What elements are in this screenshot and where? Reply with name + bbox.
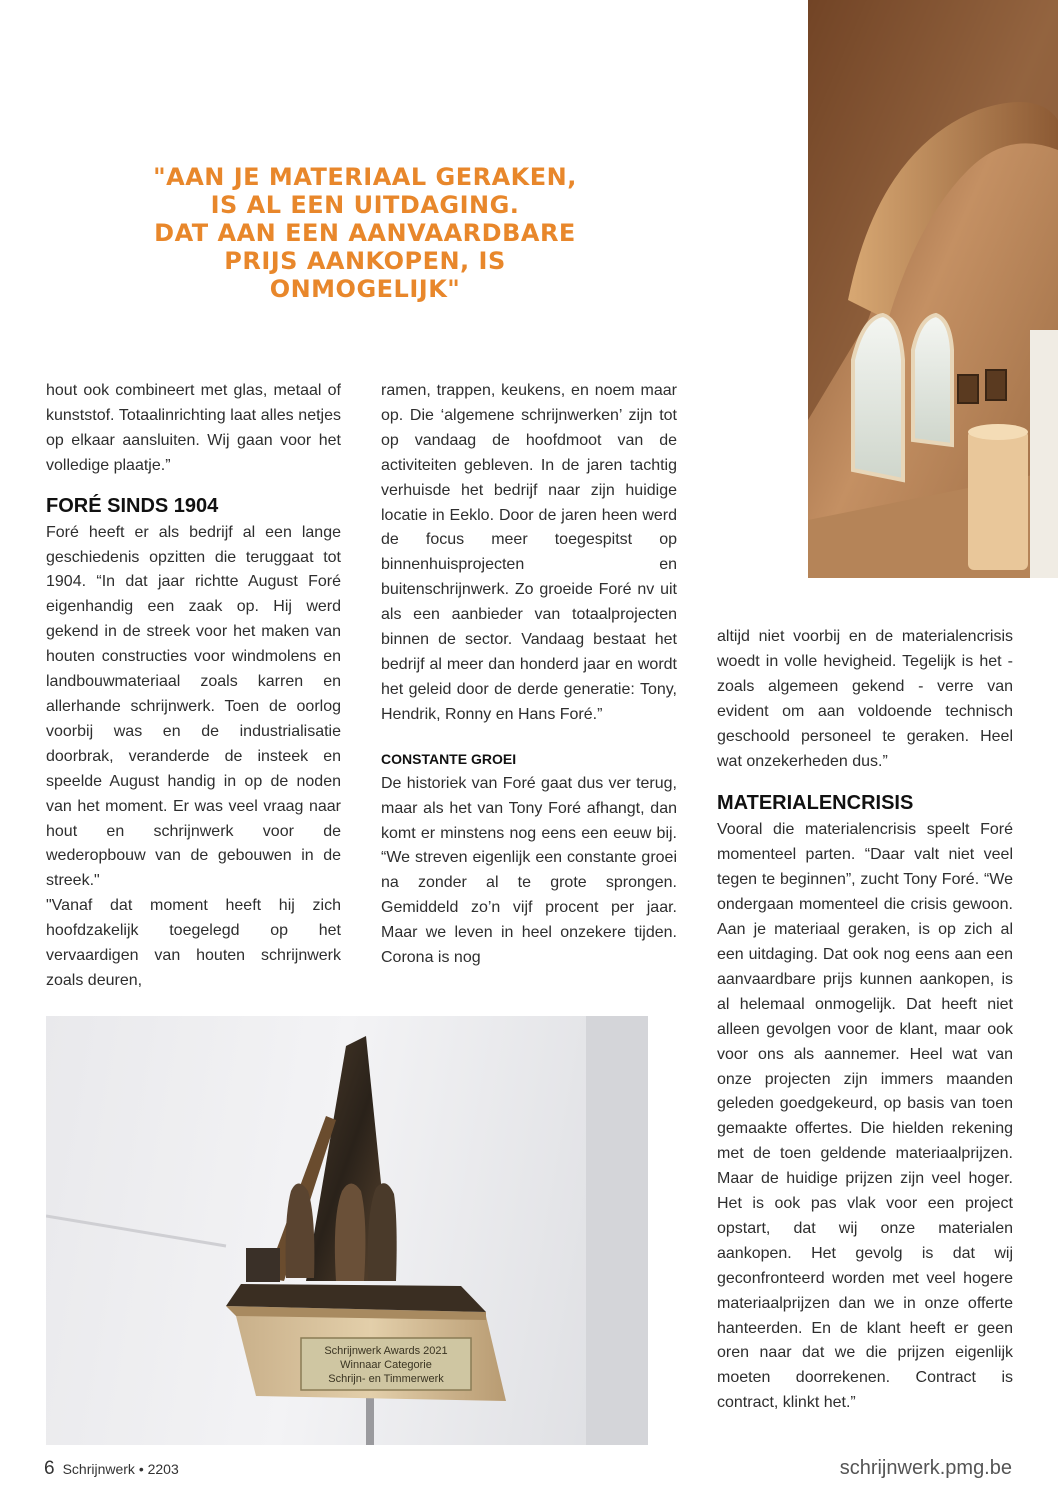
paragraph: hout ook combineert met glas, metaal of kunststof. Totaalinrichting laat alles netjes op elkaar aansluiten. Wij gaan voor het volledige plaatje.” [46,382,341,474]
section-heading: FORÉ SINDS 1904 [46,494,219,517]
page-footer-left [44,1458,179,1480]
paragraph: Foré heeft er als bedrijf al een lange geschiedenis opzitten die teruggaat tot 1904. “In dat jaar richtte August Foré eigenhandig een zaak op. Hij werd gekend in de streek voor het maken van houten constructies voor windmolens en landbouwmateriaal zoals karren en allerhande schrijnwerk. Toen de oorlog voorbij was en de industrialisatie doorbrak, veranderde de insteek en speelde August handig in op de noden van het moment. Er was veel vraag naar hout en schrijnwerk voor de wederopbouw van de gebouwen in de streek." [46,523,341,890]
pull-quote-line: ONMOGELIJK" [269,275,461,303]
paragraph: ramen, trappen, keukens, en noem maar op. Die ‘algemene schrijnwerken’ zijn tot op vandaag de hoofdmoot van de activiteiten gebleven. In de jaren tachtig verhuisde het bedrijf naar zijn huidige locatie in Eeklo. Door de jaren heen werd de focus meer toegespitst op binnenhuisprojecten en buitenschrijnwerk. Zo groeide Foré nv uit als een aanbieder van totaalprojecten binnen de sector. Vandaag bestaat het bedrijf al meer dan honderd jaar en wordt het geleid door de derde generatie: Tony, Hendrik, Ronny en Hans Foré.” [381,382,677,723]
trophy-photo [46,1016,648,1445]
paragraph: Vooral die materialencrisis speelt Foré momenteel parten. “Daar valt niet veel tegen te beginnen”, zucht Tony Foré. “We ondergaan momenteel die crisis gewoon. Aan je materiaal geraken, is op zich al een uitdaging. Dat ook nog eens aan een aanvaardbare prijs kunnen aankopen, is al helemaal onmogelijk. Dat heeft niet alleen gevolgen voor de klant, maar ook voor ons als aannemer. Heel wat van onze projecten zijn immers maanden geleden goedgekeurd, op basis van toen gemaakte offertes. Die hielden rekening met de toen geldende materiaalprijzen. Maar de huidige prijzen zijn veel hoger. Het is ook pas vlak voor een project opstart, dat wij onze materialen aankopen. Het gevolg is dat wij geconfronteerd worden met veel hogere materiaalprijzen dan we in onze offerte hanteerden. En de klant heeft er geen oren naar dat we die prijzen eigenlijk moeten doorrekenen. Contract is contract, klinkt het.” [717,821,1013,1412]
publication-issue: Schrijnwerk • 2203 [62,1461,179,1477]
trophy-illustration [46,1016,648,1445]
article-column-2 [381,379,677,971]
section-heading: CONSTANTE GROEI [381,750,517,767]
plaque-line: Schrijn- en Timmerwerk [328,1373,444,1385]
church-interior-photo [808,0,1058,578]
pull-quote-line: DAT AAN EEN AANVAARDBARE [154,219,576,247]
church-interior-illustration [808,0,1058,578]
plaque-line: Winnaar Categorie [340,1359,432,1371]
pull-quote-line: "AAN JE MATERIAAL GERAKEN, [153,163,577,191]
paragraph: De historiek van Foré gaat dus ver terug, maar als het van Tony Foré afhangt, dan komt er minstens nog eens een eeuw bij. “We streven eigenlijk een constante groei na zonder al te grote sprongen. Gemiddeld zo’n vijf procent per jaar. Maar we leven in heel onzekere tijden. Corona is nog [381,774,677,967]
section-heading: MATERIALENCRISIS [717,792,914,815]
website-link[interactable]: schrijnwerk.pmg.be [839,1457,1012,1479]
page-number: 6 [44,1458,55,1479]
article-column-3 [717,625,1013,1416]
pull-quote [130,163,600,303]
article-column-1 [46,379,341,994]
paragraph: altijd niet voorbij en de materialencrisis woedt in volle hevigheid. Tegelijk is het - zoals algemeen gekend - verre van evident om aan voldoende technisch geschoold personeel te geraken. Heel wat onzekerheden dus.” [717,628,1013,770]
pull-quote-line: IS AL EEN UITDAGING. [210,191,520,219]
paragraph: "Vanaf dat moment heeft hij zich hoofdzakelijk toegelegd op het vervaardigen van houten schrijnwerk zoals deuren, [46,897,341,989]
pull-quote-line: PRIJS AANKOPEN, IS [224,247,506,275]
plaque-line: Schrijnwerk Awards 2021 [324,1345,448,1357]
